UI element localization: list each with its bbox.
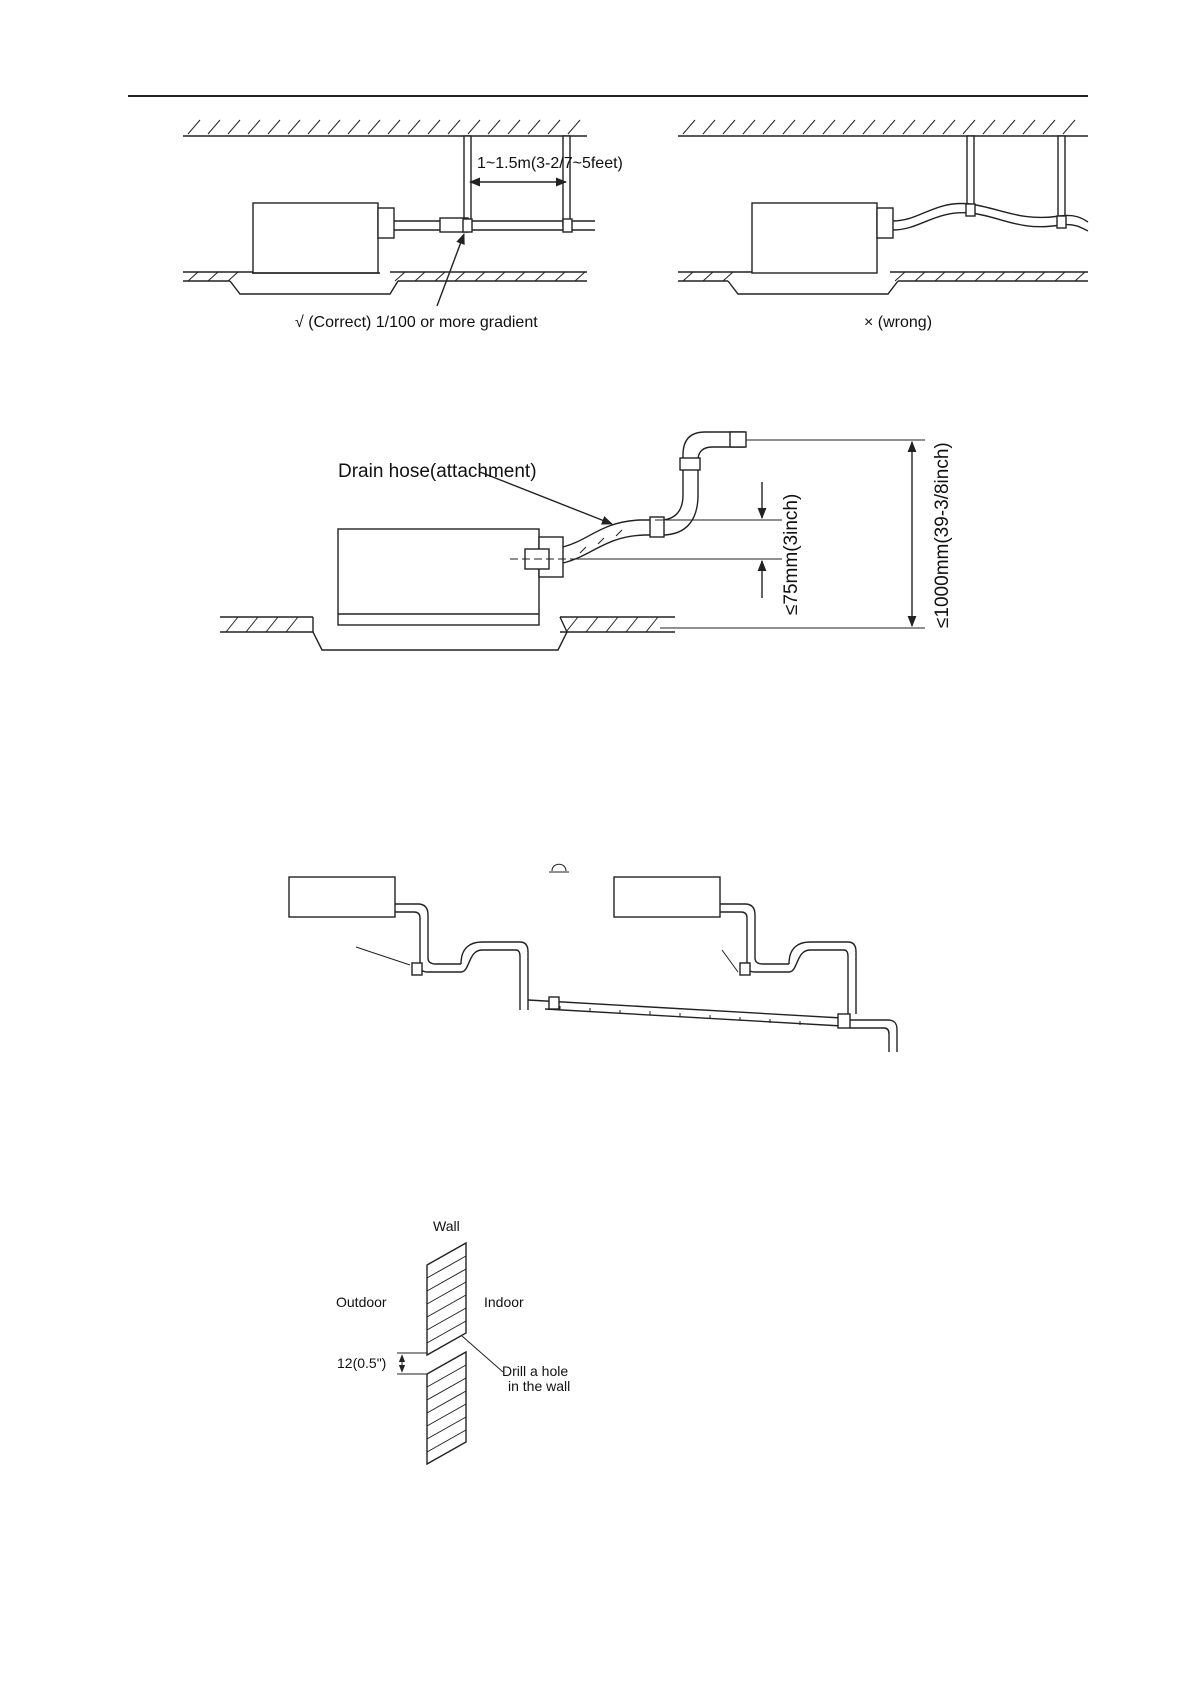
drain-riser-left [395, 904, 461, 964]
indoor-unit-right [614, 877, 720, 917]
hose-band [680, 458, 700, 470]
figure-centralized-drain [289, 864, 897, 1052]
indoor-unit [253, 203, 378, 273]
ceiling-hatch [188, 120, 580, 134]
main-drain [528, 1000, 842, 1026]
figure-drain-hose-height [220, 432, 953, 650]
indoor-unit [752, 203, 877, 273]
hose-end [730, 432, 746, 447]
wall-hatch [427, 1365, 466, 1452]
hanger-rod [563, 136, 570, 226]
pipe-clamp [463, 219, 472, 232]
gap-label: 12(0.5") [337, 1355, 387, 1371]
spacing-label: 1~1.5m(3-2/7~5feet) [477, 155, 623, 172]
indoor-unit [338, 529, 539, 625]
hanger-rod [967, 136, 974, 214]
hose-texture [580, 522, 656, 553]
pipe-clamp [563, 219, 572, 232]
false-ceiling-hatch [683, 272, 1085, 281]
drain-hose-label: Drain hose(attachment) [338, 461, 537, 482]
figure-wrong-gradient [678, 120, 1088, 331]
drain-outlet [378, 208, 394, 238]
figure-wall-drill-hole [336, 1218, 570, 1464]
outdoor-label: Outdoor [336, 1294, 387, 1310]
wall-label: Wall [433, 1218, 460, 1234]
figure-correct-gradient [183, 120, 623, 331]
pipe-fitting [549, 997, 559, 1009]
drill-label-line1: Drill a hole [502, 1363, 569, 1379]
drill-label-line2: in the wall [508, 1378, 571, 1394]
pipe-fitting [838, 1014, 850, 1028]
indoor-label: Indoor [484, 1294, 524, 1310]
drill-leader [462, 1336, 503, 1372]
gradient-pointer [437, 234, 464, 306]
pipe-fitting [412, 963, 422, 975]
wrong-label: × (wrong) [864, 314, 933, 331]
max-height-label: ≤1000mm(39-3/8inch) [932, 442, 953, 628]
ceiling-panel [230, 281, 398, 294]
indoor-unit-left [289, 877, 395, 917]
hanger-rod [1058, 136, 1065, 218]
pipe-fitting [740, 963, 750, 975]
hanger-rod [464, 136, 471, 226]
rise-label: ≤75mm(3inch) [781, 493, 802, 615]
correct-label: √ (Correct) 1/100 or more gradient [295, 314, 538, 331]
false-ceiling-hatch [188, 272, 585, 281]
ceiling-hatch [683, 120, 1075, 134]
drain-outlet [877, 208, 893, 238]
drain-riser-right [720, 904, 789, 964]
drain-outlet-pipe [850, 1020, 897, 1052]
pipe-clamp [966, 204, 975, 216]
pipe-clamp [1057, 216, 1066, 228]
wall-hatch [427, 1256, 466, 1343]
ceiling-panel [728, 281, 898, 294]
partial-mark [549, 864, 569, 872]
